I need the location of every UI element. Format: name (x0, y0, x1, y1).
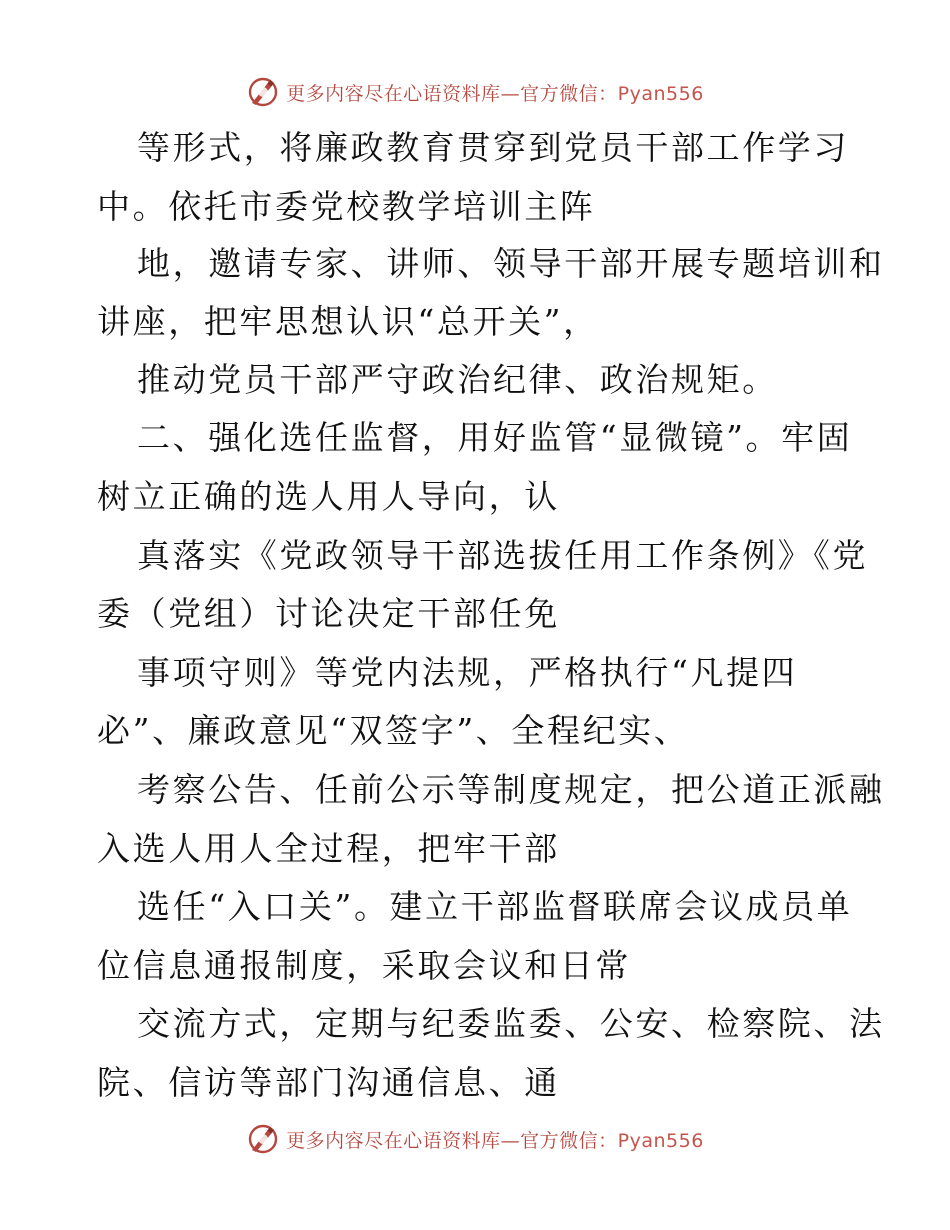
text-line: 位信息通报制度，采取会议和日常 (97, 946, 631, 985)
text-line: 院、信访等部门沟通信息、通 (97, 1063, 560, 1102)
watermark-wechat-id: Pyan556 (617, 82, 704, 105)
text-line: 等形式，将廉政教育贯穿到党员干部工作学习 (137, 128, 849, 167)
text-line: 讲座，把牢思想认识“总开关”， (97, 302, 599, 341)
watermark-text: 更多内容尽在心语资料库—官方微信： (286, 1129, 618, 1152)
watermark-header (0, 72, 950, 112)
pen-logo-icon (246, 1122, 280, 1156)
text-line: 二、强化选任监督，用好监管“显微镜”。牢固 (137, 418, 853, 457)
pen-logo-icon (246, 75, 280, 109)
text-line: 必”、廉政意见“双签字”、全程纪实、 (97, 711, 690, 750)
watermark-footer (0, 1119, 950, 1159)
text-line: 考察公告、任前公示等制度规定，把公道正派融 (137, 770, 885, 809)
text-line: 事项守则》等党内法规，严格执行“凡提四 (137, 653, 798, 692)
text-line: 委（党组）讨论决定干部任免 (97, 594, 560, 633)
watermark-wechat-id: Pyan556 (617, 1129, 704, 1152)
text-line: 地，邀请专家、讲师、领导干部开展专题培训和 (137, 244, 885, 283)
text-line: 入选人用人全过程，把牢干部 (97, 829, 560, 868)
watermark-text: 更多内容尽在心语资料库—官方微信： (286, 82, 618, 105)
text-line: 树立正确的选人用人导向，认 (97, 477, 560, 516)
text-line: 交流方式，定期与纪委监委、公安、检察院、法 (137, 1004, 885, 1043)
text-line: 推动党员干部严守政治纪律、政治规矩。 (137, 360, 778, 399)
text-line: 选任“入口关”。建立干部监督联席会议成员单 (137, 887, 853, 926)
text-line: 中。依托市委党校教学培训主阵 (97, 187, 596, 226)
text-line: 真落实《党政领导干部选拔任用工作条例》《党 (137, 536, 869, 575)
